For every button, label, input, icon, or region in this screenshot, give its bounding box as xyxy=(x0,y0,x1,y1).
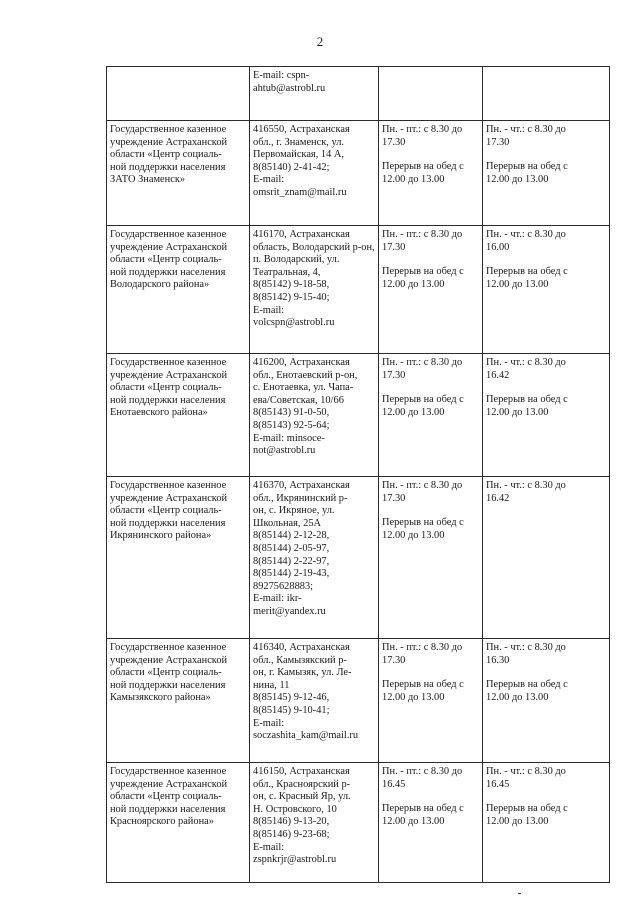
organization-cell xyxy=(107,67,250,121)
address-contacts-cell xyxy=(250,763,379,883)
cell-line: 8(85145) 9-12-46, xyxy=(253,692,330,704)
hours-mon-thu-cell xyxy=(483,477,610,639)
cell-line: 8(85144) 2-05-97, xyxy=(253,542,330,554)
cell-line: Камызякского района» xyxy=(110,692,211,704)
cell-line: 12.00 до 13.00 xyxy=(486,691,549,703)
cell-line: 8(85143) 92-5-64; xyxy=(253,419,330,431)
cell-line: ЗАТО Знаменск» xyxy=(110,174,186,186)
table-row xyxy=(107,639,610,763)
institutions-table xyxy=(106,66,610,883)
hours-mon-thu-cell xyxy=(483,226,610,354)
cell-line: 12.00 до 13.00 xyxy=(382,691,445,703)
cell-line: 416150, Астраханская xyxy=(253,766,350,777)
cell-line: Перерыв на обед с xyxy=(382,679,464,691)
cell-line: области «Центр социаль- xyxy=(110,505,222,517)
cell-line: soczashita_kam@mail.ru xyxy=(253,730,359,742)
cell-line: 17.30 xyxy=(382,136,406,148)
cell-line: обл., Енотаевский р-он, xyxy=(253,369,358,381)
cell-line: Пн. - чт.: с 8.30 до xyxy=(486,357,566,368)
cell-line: Перерыв на обед с xyxy=(382,161,464,173)
cell-line: Пн. - пт.: с 8.30 до xyxy=(382,642,463,653)
cell-line: учреждение Астраханской xyxy=(110,654,228,666)
cell-line: 416340, Астраханская xyxy=(253,642,350,653)
table-row xyxy=(107,226,610,354)
cell-line: Перерыв на обед с xyxy=(486,266,568,278)
hours-mon-fri-cell xyxy=(379,226,483,354)
table-row xyxy=(107,121,610,226)
cell-line: 17.30 xyxy=(382,369,406,381)
cell-line: Театральная, 4, xyxy=(253,266,321,278)
cell-line: 17.30 xyxy=(382,654,406,666)
organization-cell xyxy=(107,477,250,639)
page-number: 2 xyxy=(316,34,324,49)
cell-line: он, с. Икряное, ул. xyxy=(253,505,335,517)
cell-line: Пн. - пт.: с 8.30 до xyxy=(382,480,463,491)
cell-line: 16.42 xyxy=(486,369,510,381)
table-row xyxy=(107,67,610,121)
line-gap xyxy=(486,791,606,803)
line-gap xyxy=(382,149,479,161)
cell-line: учреждение Астраханской xyxy=(110,241,228,253)
cell-line: Государственное казенное xyxy=(110,357,227,368)
table-row xyxy=(107,477,610,639)
cell-line: E-mail: xyxy=(253,717,285,729)
cell-line: Пн. - пт.: с 8.30 до xyxy=(382,357,463,368)
cell-line: 12.00 до 13.00 xyxy=(486,173,549,185)
cell-line: 8(85144) 2-12-28, xyxy=(253,530,330,542)
cell-line: он, г. Камызяк, ул. Ле- xyxy=(253,667,352,679)
cell-line: ahtub@astrobl.ru xyxy=(253,82,326,94)
cell-line: Государственное казенное xyxy=(110,124,227,135)
cell-line: Государственное казенное xyxy=(110,480,227,491)
cell-line: Первомайская, 14 А, xyxy=(253,149,344,161)
cell-line: ева/Советская, 10/66 xyxy=(253,394,344,406)
cell-line: zspnkrjr@astrobl.ru xyxy=(253,854,337,866)
line-gap xyxy=(486,382,606,394)
cell-line: обл., г. Знаменск, ул. xyxy=(253,136,344,148)
hours-mon-thu-cell xyxy=(483,639,610,763)
cell-line: 8(85140) 2-41-42; xyxy=(253,161,330,173)
cell-line: 12.00 до 13.00 xyxy=(382,278,445,290)
table-row xyxy=(107,763,610,883)
cell-line: Школьная, 25А xyxy=(253,517,322,529)
line-gap xyxy=(486,254,606,266)
hours-mon-thu-cell xyxy=(483,354,610,477)
cell-line: 16.45 xyxy=(382,778,406,790)
cell-line: volcspn@astrobl.ru xyxy=(253,317,335,329)
cell-line: Перерыв на обед с xyxy=(382,517,464,529)
cell-line: 12.00 до 13.00 xyxy=(382,529,445,541)
cell-line: области «Центр социаль- xyxy=(110,667,222,679)
hours-mon-fri-cell xyxy=(379,477,483,639)
line-gap xyxy=(486,149,606,161)
cell-line: он, с. Красный Яр, ул. xyxy=(253,791,351,803)
cell-line: ной поддержки населения xyxy=(110,803,226,815)
cell-line: 416170, Астраханская xyxy=(253,229,350,240)
address-contacts-cell xyxy=(250,354,379,477)
cell-line: Пн. - чт.: с 8.30 до xyxy=(486,124,566,135)
cell-line: п. Володарский, ул. xyxy=(253,254,340,266)
cell-line: 16.00 xyxy=(486,241,510,253)
cell-line: Перерыв на обед с xyxy=(486,394,568,406)
cell-line: 8(85143) 91-0-50, xyxy=(253,407,330,419)
cell-line: Перерыв на обед с xyxy=(382,394,464,406)
organization-cell xyxy=(107,121,250,226)
cell-line: 16.30 xyxy=(486,654,510,666)
cell-line: 12.00 до 13.00 xyxy=(486,278,549,290)
hours-mon-fri-cell xyxy=(379,121,483,226)
cell-line: Перерыв на обед с xyxy=(486,803,568,815)
cell-line: Пн. - чт.: с 8.30 до xyxy=(486,480,566,491)
cell-line: области «Центр социаль- xyxy=(110,791,222,803)
cell-line: 416200, Астраханская xyxy=(253,357,350,368)
line-gap xyxy=(382,254,479,266)
cell-line: 8(85142) 9-15-40; xyxy=(253,291,330,303)
cell-line: нина, 11 xyxy=(253,679,290,691)
cell-line: области «Центр социаль- xyxy=(110,254,222,266)
hours-mon-thu-cell xyxy=(483,763,610,883)
cell-line: 8(85146) 9-13-20, xyxy=(253,816,330,828)
address-contacts-cell xyxy=(250,477,379,639)
cell-line: обл., Красноярский р- xyxy=(253,778,351,790)
line-gap xyxy=(382,382,479,394)
line-gap xyxy=(382,667,479,679)
organization-cell xyxy=(107,354,250,477)
cell-line: E-mail: xyxy=(253,304,285,316)
address-contacts-cell xyxy=(250,639,379,763)
cell-line: Государственное казенное xyxy=(110,642,227,653)
cell-line: E-mail: minsoce- xyxy=(253,432,325,444)
cell-line: 12.00 до 13.00 xyxy=(382,815,445,827)
line-gap xyxy=(382,791,479,803)
cell-line: Красноярского района» xyxy=(110,816,214,828)
cell-line: учреждение Астраханской xyxy=(110,369,228,381)
scan-speck xyxy=(518,893,521,894)
cell-line: 416370, Астраханская xyxy=(253,480,350,491)
address-contacts-cell xyxy=(250,121,379,226)
cell-line: учреждение Астраханской xyxy=(110,136,228,148)
cell-line: E-mail: xyxy=(253,174,285,186)
cell-line: Государственное казенное xyxy=(110,229,227,240)
cell-line: not@astrobl.ru xyxy=(253,445,316,457)
cell-line: 8(85144) 2-19-43, xyxy=(253,568,330,580)
cell-line: E-mail: cspn- xyxy=(253,70,310,81)
cell-line: Икрянинского района» xyxy=(110,530,212,542)
cell-line: 8(85145) 9-10-41; xyxy=(253,704,330,716)
organization-cell xyxy=(107,639,250,763)
cell-line: Пн. - чт.: с 8.30 до xyxy=(486,766,566,777)
cell-line: области «Центр социаль- xyxy=(110,149,222,161)
hours-mon-fri-cell xyxy=(379,639,483,763)
cell-line: 12.00 до 13.00 xyxy=(382,173,445,185)
address-contacts-cell xyxy=(250,226,379,354)
cell-line: 16.45 xyxy=(486,778,510,790)
cell-line: 17.30 xyxy=(382,492,406,504)
cell-line: ной поддержки населения xyxy=(110,517,226,529)
cell-line: учреждение Астраханской xyxy=(110,778,228,790)
cell-line: 17.30 xyxy=(382,241,406,253)
cell-line: Перерыв на обед с xyxy=(382,266,464,278)
cell-line: 8(85144) 2-22-97, xyxy=(253,555,330,567)
hours-mon-fri-cell xyxy=(379,67,483,121)
cell-line: Пн. - пт.: с 8.30 до xyxy=(382,124,463,135)
cell-line: ной поддержки населения xyxy=(110,679,226,691)
cell-line: 89275628883; xyxy=(253,580,314,592)
hours-mon-fri-cell xyxy=(379,354,483,477)
cell-line: Государственное казенное xyxy=(110,766,227,777)
cell-line: область, Володарский р-он, xyxy=(253,241,375,253)
cell-line: обл., Камызякский р- xyxy=(253,654,347,666)
cell-line: области «Центр социаль- xyxy=(110,382,222,394)
hours-mon-thu-cell xyxy=(483,121,610,226)
line-gap xyxy=(382,505,479,517)
cell-line: 416550, Астраханская xyxy=(253,124,350,135)
organization-cell xyxy=(107,226,250,354)
organization-cell xyxy=(107,763,250,883)
cell-line: Н. Островского, 10 xyxy=(253,803,337,815)
cell-line: Перерыв на обед с xyxy=(486,161,568,173)
cell-line: Перерыв на обед с xyxy=(382,803,464,815)
cell-line: omsrit_znam@mail.ru xyxy=(253,186,347,198)
cell-line: ной поддержки населения xyxy=(110,161,226,173)
hours-mon-thu-cell xyxy=(483,67,610,121)
address-contacts-cell xyxy=(250,67,379,121)
cell-line: Пн. - пт.: с 8.30 до xyxy=(382,229,463,240)
cell-line: 12.00 до 13.00 xyxy=(382,406,445,418)
cell-line: Пн. - пт.: с 8.30 до xyxy=(382,766,463,777)
cell-line: с. Енотаевка, ул. Чапа- xyxy=(253,382,354,394)
cell-line: 8(85142) 9-18-58, xyxy=(253,279,330,291)
cell-line: Енотаевского района» xyxy=(110,407,208,419)
cell-line: обл., Икрянинский р- xyxy=(253,492,348,504)
line-gap xyxy=(486,667,606,679)
table-body xyxy=(107,67,610,883)
cell-line: учреждение Астраханской xyxy=(110,492,228,504)
cell-line: Володарского района» xyxy=(110,279,210,291)
hours-mon-fri-cell xyxy=(379,763,483,883)
cell-line: Пн. - чт.: с 8.30 до xyxy=(486,229,566,240)
cell-line: 17.30 xyxy=(486,136,510,148)
cell-line: 8(85146) 9-23-68; xyxy=(253,828,330,840)
cell-line: ной поддержки населения xyxy=(110,394,226,406)
cell-line: merit@yandex.ru xyxy=(253,605,326,617)
cell-line: 12.00 до 13.00 xyxy=(486,815,549,827)
cell-line: Пн. - чт.: с 8.30 до xyxy=(486,642,566,653)
table-row xyxy=(107,354,610,477)
cell-line: E-mail: ikr- xyxy=(253,593,302,605)
cell-line: Перерыв на обед с xyxy=(486,679,568,691)
cell-line: ной поддержки населения xyxy=(110,266,226,278)
cell-line: 12.00 до 13.00 xyxy=(486,406,549,418)
cell-line: 16.42 xyxy=(486,492,510,504)
cell-line: E-mail: xyxy=(253,841,285,853)
